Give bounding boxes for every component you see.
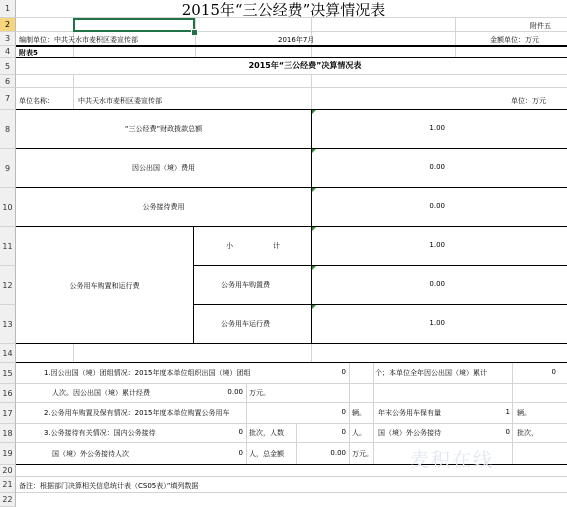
subtotal-value[interactable]: 1.00 — [429, 241, 445, 249]
annex-label: 附件五 — [530, 22, 551, 30]
table-border — [193, 304, 567, 305]
table-border — [16, 187, 567, 188]
row-header-1[interactable]: 1 — [0, 0, 16, 18]
note-overseas-cost-text: 人次。因公出国（境）累计经费 — [52, 389, 150, 397]
row-header-14[interactable]: 14 — [0, 344, 16, 363]
fill-handle[interactable] — [191, 29, 198, 36]
total-label: “三公经费”财政拨款总额 — [124, 125, 203, 133]
note-overseas-cost-unit: 万元。 — [249, 389, 270, 397]
row-header-6[interactable]: 6 — [0, 75, 16, 88]
table-number: 附表5 — [19, 49, 38, 57]
note-foreign-batches-value[interactable]: 0 — [505, 428, 510, 436]
note-foreign-amount-text: 人，总金额 — [249, 450, 284, 458]
vehicle-operation-value[interactable]: 1.00 — [429, 319, 445, 327]
note-domestic-people-text: 批次，人数 — [249, 429, 284, 437]
total-value[interactable]: 1.00 — [429, 124, 445, 132]
money-unit-label: 单位：万元 — [511, 97, 546, 105]
note-overseas-groups-text: 1.因公出国（境）团组情况：2015年度本单位组织出国（境）团组 — [44, 369, 251, 377]
table-border — [16, 148, 567, 149]
note-overseas-people-text: 个；本单位全年因公出国（境）累计 — [375, 369, 487, 377]
gridline — [16, 383, 567, 384]
comment-marker — [312, 149, 316, 153]
site-watermark: 麦积在线 — [410, 449, 495, 471]
gridline — [246, 384, 247, 464]
reception-value[interactable]: 0.00 — [429, 202, 445, 210]
row-header-13[interactable]: 13 — [0, 305, 16, 344]
gridline — [296, 424, 297, 464]
row-header-17[interactable]: 17 — [0, 403, 16, 424]
table-border — [16, 226, 567, 227]
unit-name-value: 中共天水市麦积区委宣传部 — [78, 97, 162, 105]
gridline — [16, 87, 567, 88]
note-vehicle-stock-text: 年末公务用车保有量 — [378, 409, 441, 417]
gridline — [455, 18, 456, 58]
row-header-5[interactable]: 5 — [0, 58, 16, 75]
gridline — [195, 18, 196, 58]
selected-cell[interactable] — [73, 18, 195, 32]
gridline — [16, 492, 567, 493]
row-header-19[interactable]: 19 — [0, 443, 16, 465]
note-foreign-amount-unit: 万元。 — [352, 450, 373, 458]
note-vehicle-purchase-text: 2.公务用车购置及保有情况：2015年度本单位购置公务用车 — [44, 409, 230, 417]
gridline — [16, 74, 567, 75]
row-header-11[interactable]: 11 — [0, 227, 16, 266]
gridline — [373, 363, 374, 464]
row-header-7[interactable]: 7 — [0, 88, 16, 110]
compiling-unit: 编制单位：中共天水市麦积区委宣传部 — [19, 36, 138, 44]
note-foreign-batches-unit: 批次， — [517, 429, 538, 437]
gridline — [311, 344, 312, 363]
comment-marker — [312, 227, 316, 231]
note-overseas-cost-value[interactable]: 0.00 — [227, 388, 243, 396]
note-domestic-reception-text: 3.公务接待有关情况：国内公务接待 — [44, 429, 156, 437]
note-overseas-people-value[interactable]: 0 — [551, 368, 556, 376]
comment-marker — [312, 110, 316, 114]
row-header-3[interactable]: 3 — [0, 32, 16, 46]
money-unit-top: 金额单位：万元 — [490, 36, 539, 44]
row-header-21[interactable]: 21 — [0, 477, 16, 493]
table-border-bottom — [16, 343, 567, 344]
note-vehicle-stock-value[interactable]: 1 — [505, 408, 510, 416]
note-foreign-reception-text: 国（境）外公务接待 — [378, 429, 441, 437]
gridline — [16, 423, 567, 424]
row-header-9[interactable]: 9 — [0, 149, 16, 188]
row-header-15[interactable]: 15 — [0, 363, 16, 384]
gridline — [311, 75, 312, 110]
border-line — [16, 45, 567, 47]
table-border — [193, 226, 194, 344]
vehicle-purchase-value[interactable]: 0.00 — [429, 280, 445, 288]
overseas-label: 因公出国（境）费用 — [132, 164, 195, 172]
row-header-12[interactable]: 12 — [0, 266, 16, 305]
note-vehicle-stock-unit: 辆。 — [517, 409, 531, 417]
table-border-top — [16, 109, 567, 110]
note-domestic-people-value[interactable]: 0 — [341, 428, 346, 436]
note-overseas-groups-value[interactable]: 0 — [341, 368, 346, 376]
row-header-20[interactable]: 20 — [0, 465, 16, 477]
row-header-8[interactable]: 8 — [0, 110, 16, 149]
comment-marker — [312, 305, 316, 309]
note-foreign-people-text: 国（境）外公务接待人次 — [52, 450, 129, 458]
reception-label: 公务接待费用 — [142, 203, 185, 211]
overseas-value[interactable]: 0.00 — [429, 163, 445, 171]
subtotal-label-b: 计 — [273, 242, 280, 250]
gridline — [349, 363, 350, 464]
gridline — [16, 442, 567, 443]
gridline — [16, 402, 567, 403]
note-foreign-people-value[interactable]: 0 — [238, 449, 243, 457]
compile-date: 2016年7月 — [278, 36, 315, 44]
note-vehicle-purchase-unit: 辆。 — [352, 409, 366, 417]
vehicle-group-label: 公务用车购置和运行费 — [69, 282, 140, 290]
vehicle-operation-label: 公务用车运行费 — [221, 320, 270, 328]
subtotal-label-a: 小 — [226, 242, 233, 250]
comment-marker — [312, 188, 316, 192]
comment-marker — [312, 266, 316, 270]
note-vehicle-purchase-value[interactable]: 0 — [341, 408, 346, 416]
sheet-title: 2015年“三公经费”决算情况表 — [181, 1, 386, 19]
unit-name-label: 单位名称： — [19, 97, 54, 105]
table-subtitle: 2015年“三公经费”决算情况表 — [248, 61, 362, 70]
note-domestic-people-unit: 人。 — [352, 429, 366, 437]
row-header-10[interactable]: 10 — [0, 188, 16, 227]
row-header-16[interactable]: 16 — [0, 384, 16, 403]
gridline — [73, 344, 74, 363]
gridline — [73, 75, 74, 110]
notes-border-top — [16, 362, 567, 363]
row-header-4[interactable]: 4 — [0, 46, 16, 58]
row-header-22[interactable]: 22 — [0, 493, 16, 507]
gridline — [512, 363, 513, 464]
table-border — [193, 265, 567, 266]
row-header-2[interactable]: 2 — [0, 18, 16, 32]
note-foreign-amount-value[interactable]: 0.00 — [330, 449, 346, 457]
row-header-18[interactable]: 18 — [0, 424, 16, 443]
gridline — [16, 476, 567, 477]
remark-text: 备注：根据部门决算相关信息统计表（CS05表）”填列数据 — [19, 482, 199, 490]
border-line — [16, 57, 567, 58]
note-domestic-batches-value[interactable]: 0 — [238, 428, 243, 436]
vehicle-purchase-label: 公务用车购置费 — [221, 281, 270, 289]
